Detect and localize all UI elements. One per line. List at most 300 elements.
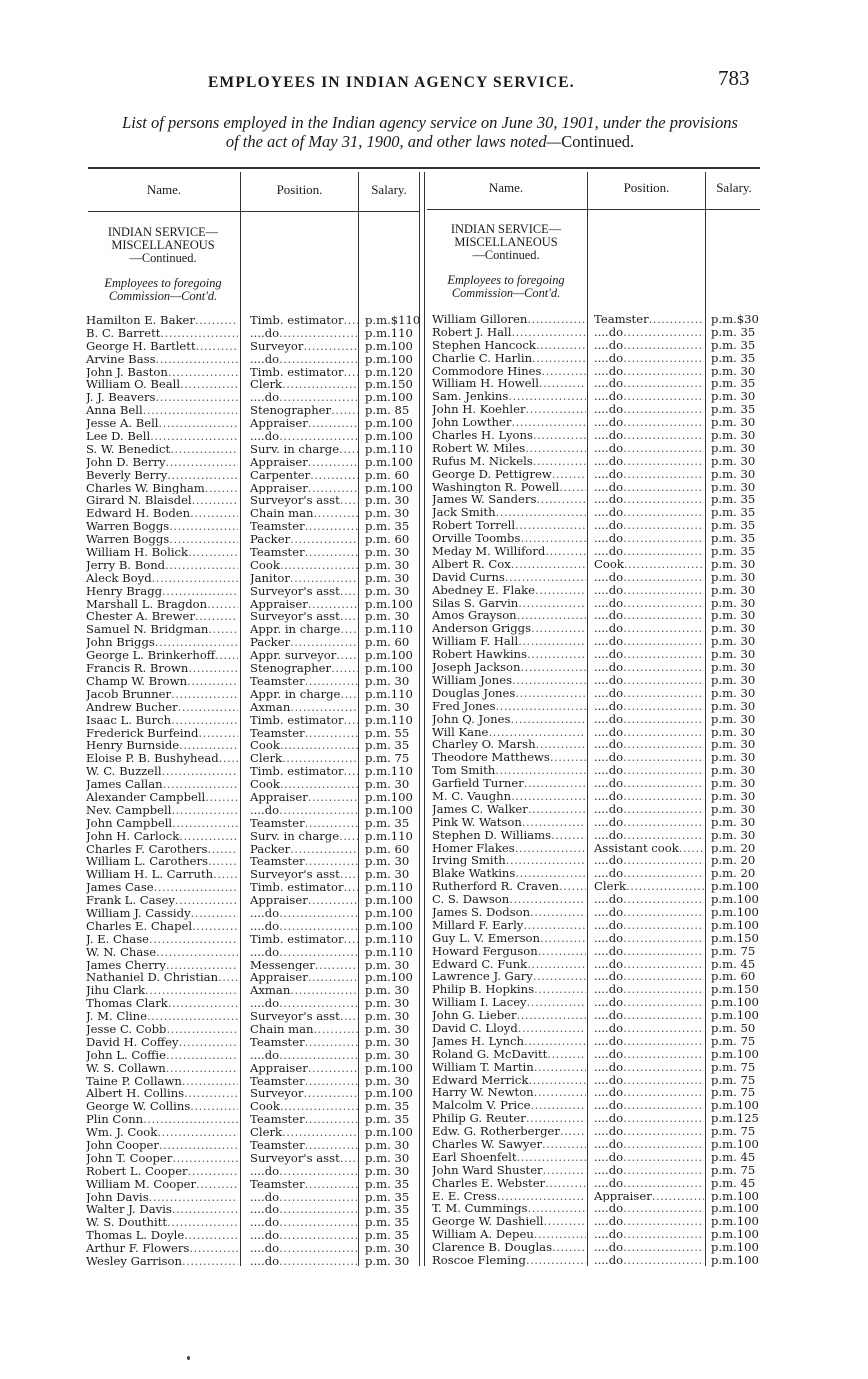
subsection-title-left [88, 277, 238, 303]
employee-row [432, 597, 766, 610]
employee-name: Champ W. Brown ..... [86, 675, 238, 688]
employee-list-right [432, 313, 766, 1267]
employee-row [86, 946, 422, 959]
employee-name: Philip G. Reuter ..... [432, 1112, 586, 1125]
employee-row [432, 842, 766, 855]
employee-position: ....do ..... [594, 571, 704, 584]
employee-salary: p.m.110 [365, 829, 413, 843]
employee-salary: p.m. 30 [711, 416, 756, 430]
employee-row [86, 456, 422, 469]
employee-salary: p.m.100 [365, 906, 413, 920]
employee-salary: p.m. 60 [365, 533, 410, 547]
employee-position: ....do ..... [594, 661, 704, 674]
employee-row [86, 443, 422, 456]
employee-row [432, 1241, 766, 1254]
employee-salary: p.m. 35 [711, 493, 756, 507]
employee-row [86, 1023, 422, 1036]
employee-name: Samuel N. Bridgman ..... [86, 623, 238, 636]
employee-name: Sam. Jenkins ..... [432, 390, 586, 403]
employee-row [432, 867, 766, 880]
employee-row [432, 1202, 766, 1215]
employee-name: John J. Baston ..... [86, 366, 238, 379]
employee-position: Teamster ..... [250, 855, 358, 868]
employee-salary: p.m.100 [711, 996, 759, 1010]
employee-position: ....do ..... [594, 1048, 704, 1061]
employee-name: Thomas Clark ..... [86, 997, 238, 1010]
employee-name: Tom Smith ..... [432, 764, 586, 777]
employee-name: John G. Lieber ..... [432, 1009, 586, 1022]
employee-position: ....do ..... [594, 339, 704, 352]
employee-row [432, 1177, 766, 1190]
employee-position: Appraiser ..... [250, 417, 358, 430]
employee-position: ....do ..... [250, 920, 358, 933]
employee-row [86, 1152, 422, 1165]
employee-name: Guy L. V. Emerson ..... [432, 932, 586, 945]
employee-row [86, 1229, 422, 1242]
employee-position: ....do ..... [250, 353, 358, 366]
employee-row [432, 945, 766, 958]
employee-position: Timb. estimator ..... [250, 714, 358, 727]
employee-name: Wesley Garrison ..... [86, 1255, 238, 1268]
employee-row [86, 971, 422, 984]
employee-row [86, 572, 422, 585]
employee-position: ....do ..... [250, 997, 358, 1010]
employee-row [432, 932, 766, 945]
employee-position: Clerk ..... [594, 880, 704, 893]
employee-name: Lee D. Bell ..... [86, 430, 238, 443]
employee-row [86, 1087, 422, 1100]
employee-row [86, 520, 422, 533]
employee-salary: p.m.110 [365, 932, 413, 946]
employee-salary: p.m.100 [365, 790, 413, 804]
employee-position: ....do ..... [594, 1086, 704, 1099]
employee-row [86, 1139, 422, 1152]
employee-name: B. C. Barrett ..... [86, 327, 238, 340]
employee-salary: p.m.125 [711, 1112, 759, 1126]
employee-position: ....do ..... [594, 403, 704, 416]
employee-salary: p.m.100 [365, 649, 413, 663]
employee-salary: p.m.100 [711, 1228, 759, 1242]
employee-row [432, 1125, 766, 1138]
employee-position: Cook ..... [250, 559, 358, 572]
employee-position: ....do ..... [594, 777, 704, 790]
employee-salary: p.m. 30 [711, 738, 756, 752]
employee-salary: p.m. 30 [365, 558, 410, 572]
employee-position: Packer ..... [250, 843, 358, 856]
employee-position: Appraiser ..... [250, 456, 358, 469]
employee-position: Timb. estimator ..... [250, 314, 358, 327]
employee-position: Teamster ..... [250, 1178, 358, 1191]
employee-name: Francis R. Brown ..... [86, 662, 238, 675]
employee-salary: p.m. 30 [711, 390, 756, 404]
employee-position: Clerk ..... [250, 1126, 358, 1139]
employee-position: Teamster ..... [250, 727, 358, 740]
employee-name: Fred Jones ..... [432, 700, 586, 713]
employee-row [432, 326, 766, 339]
employee-name: John D. Berry ..... [86, 456, 238, 469]
employee-name: William F. Hall ..... [432, 635, 586, 648]
employee-position: ....do ..... [594, 597, 704, 610]
employee-name: Warren Boggs ..... [86, 520, 238, 533]
employee-name: Washington R. Powell ..... [432, 481, 586, 494]
employee-position: ....do ..... [594, 738, 704, 751]
employee-row [86, 997, 422, 1010]
caption-continued: Continued. [561, 132, 635, 151]
section-line: INDIAN SERVICE— [450, 222, 562, 236]
employee-name: Arthur F. Flowers ..... [86, 1242, 238, 1255]
employee-row [432, 532, 766, 545]
employee-name: James S. Dodson ..... [432, 906, 586, 919]
employee-name: James H. Lynch ..... [432, 1035, 586, 1048]
employee-row [86, 623, 422, 636]
employee-name: Earl Shoenfelt ..... [432, 1151, 586, 1164]
employee-position: ....do ..... [594, 1241, 704, 1254]
employee-salary: p.m.100 [365, 391, 413, 405]
employee-salary: p.m. 30 [365, 1255, 410, 1268]
employee-name: William T. Martin ..... [432, 1061, 586, 1074]
employee-salary: p.m.150 [365, 378, 413, 392]
employee-salary: p.m. 30 [365, 1242, 410, 1256]
employee-name: David C. Lloyd ..... [432, 1022, 586, 1035]
employee-row [432, 1254, 766, 1267]
employee-name: John Lowther ..... [432, 416, 586, 429]
employee-name: W. N. Chase ..... [86, 946, 238, 959]
employee-salary: p.m. 30 [711, 789, 756, 803]
employee-salary: p.m. 20 [711, 841, 756, 855]
section-line: MISCELLANEOUS [454, 235, 558, 249]
employee-position: ....do ..... [594, 906, 704, 919]
employee-name: William I. Lacey ..... [432, 996, 586, 1009]
employee-row [86, 469, 422, 482]
employee-name: W. C. Buzzell ..... [86, 765, 238, 778]
employee-row [86, 920, 422, 933]
employee-row [86, 1178, 422, 1191]
employee-position: Surveyor's asst ..... [250, 1010, 358, 1023]
employee-name: Nathaniel D. Christian ..... [86, 971, 238, 984]
employee-name: James W. Sanders ..... [432, 493, 586, 506]
employee-row [86, 855, 422, 868]
employee-salary: p.m.100 [365, 971, 413, 985]
employee-position: ....do ..... [594, 829, 704, 842]
employee-salary: p.m. 30 [365, 997, 410, 1011]
employee-salary: p.m. 30 [711, 557, 756, 571]
employee-row [432, 700, 766, 713]
employee-name: Philip B. Hopkins ..... [432, 983, 586, 996]
employee-row [86, 533, 422, 546]
employee-position: Teamster ..... [250, 1075, 358, 1088]
employee-name: Arvine Bass ..... [86, 353, 238, 366]
employee-salary: p.m. 30 [711, 712, 756, 726]
employee-name: Robert L. Cooper ..... [86, 1165, 238, 1178]
employee-name: Frederick Burfeind ..... [86, 727, 238, 740]
employee-position: Surv. in charge ..... [250, 443, 358, 456]
employee-row [86, 417, 422, 430]
employee-salary: p.m.100 [711, 918, 759, 932]
employee-position: ....do ..... [594, 519, 704, 532]
employee-row [86, 1010, 422, 1023]
employee-row [86, 1126, 422, 1139]
employee-row [86, 881, 422, 894]
employee-row [432, 1074, 766, 1087]
employee-name: Orville Toombs ..... [432, 532, 586, 545]
col-header-name: Name. [488, 180, 524, 195]
employee-salary: p.m. 30 [365, 584, 410, 598]
employee-salary: p.m. 30 [711, 815, 756, 829]
employee-salary: p.m. 30 [365, 1022, 410, 1036]
section-title-left [88, 226, 238, 265]
employee-salary: p.m. 30 [711, 609, 756, 623]
subsection-line: Commission—Cont'd. [451, 286, 561, 300]
employee-position: Appraiser ..... [250, 791, 358, 804]
employee-position: Packer ..... [250, 636, 358, 649]
header-bottom-rule-left [88, 211, 419, 212]
employee-position: Messenger ..... [250, 959, 358, 972]
subsection-title-right [426, 274, 586, 300]
employee-row [86, 598, 422, 611]
employee-position: ....do ..... [594, 352, 704, 365]
employee-salary: p.m. 35 [365, 1229, 410, 1243]
employee-row [86, 366, 422, 379]
employee-salary: p.m.110 [365, 623, 413, 637]
employee-position: Surveyor's asst ..... [250, 610, 358, 623]
page-number: 783 [718, 66, 750, 90]
employee-position: Cook ..... [594, 558, 704, 571]
employee-name: Howard Ferguson ..... [432, 945, 586, 958]
employee-position: ....do ..... [594, 854, 704, 867]
employee-name: Edward Merrick ..... [432, 1074, 586, 1087]
employee-name: John Cooper ..... [86, 1139, 238, 1152]
employee-salary: p.m. 35 [711, 532, 756, 546]
employee-row [432, 726, 766, 739]
employee-name: Girard N. Blaisdel ..... [86, 494, 238, 507]
employee-row [432, 1061, 766, 1074]
employee-position: ....do ..... [594, 726, 704, 739]
employee-name: William L. Carothers ..... [86, 855, 238, 868]
employee-salary: p.m. 35 [365, 816, 410, 830]
employee-name: Millard F. Early ..... [432, 919, 586, 932]
employee-salary: p.m. 35 [365, 1203, 410, 1217]
employee-name: J. E. Chase ..... [86, 933, 238, 946]
employee-position: Assistant cook ..... [594, 842, 704, 855]
employee-salary: p.m.100 [711, 1189, 759, 1203]
employee-position: Clerk ..... [250, 752, 358, 765]
employee-row [86, 340, 422, 353]
employee-salary: p.m. 30 [365, 674, 410, 688]
employee-row [432, 481, 766, 494]
employee-salary: p.m.100 [711, 1138, 759, 1151]
employee-row [432, 674, 766, 687]
employee-salary: p.m. 35 [711, 351, 756, 365]
employee-row [86, 482, 422, 495]
employee-name: James Case ..... [86, 881, 238, 894]
employee-name: Clarence B. Douglas ..... [432, 1241, 586, 1254]
employee-salary: p.m. 55 [365, 726, 410, 740]
employee-row [432, 713, 766, 726]
employee-salary: p.m.100 [365, 662, 413, 675]
employee-position: Stenographer ..... [250, 662, 358, 675]
employee-position: ....do ..... [250, 1203, 358, 1216]
employee-row [432, 352, 766, 365]
employee-position: ....do ..... [594, 867, 704, 880]
subsection-line: Commission—Cont'd. [108, 289, 218, 303]
employee-position: ....do ..... [594, 983, 704, 996]
employee-row [432, 648, 766, 661]
employee-position: Teamster ..... [250, 546, 358, 559]
employee-name: J. J. Beavers ..... [86, 391, 238, 404]
employee-position: ....do ..... [250, 430, 358, 443]
employee-salary: p.m. 30 [711, 686, 756, 700]
employee-name: Henry Bragg ..... [86, 585, 238, 598]
caption-line-2-text: of the act of May 31, 1900, and other laws noted— [225, 132, 562, 151]
employee-salary: p.m.100 [365, 1087, 413, 1101]
subsection-line: Employees to foregoing [104, 276, 222, 290]
employee-name: Meday M. Williford ..... [432, 545, 586, 558]
employee-name: William Gilloren ..... [432, 313, 586, 326]
employee-salary: p.m. 30 [365, 1010, 410, 1023]
employee-position: ....do ..... [594, 996, 704, 1009]
employee-position: Stenographer ..... [250, 404, 358, 417]
employee-position: ....do ..... [594, 790, 704, 803]
employee-row [86, 1191, 422, 1204]
employee-row [86, 1062, 422, 1075]
employee-row [86, 804, 422, 817]
employee-position: Appraiser ..... [250, 598, 358, 611]
employee-position: ....do ..... [250, 1255, 358, 1268]
employee-salary: p.m.100 [365, 417, 413, 431]
employee-name: George D. Pettigrew ..... [432, 468, 586, 481]
employee-row [86, 1049, 422, 1062]
employee-position: Teamster ..... [250, 817, 358, 830]
employee-salary: p.m. 35 [711, 338, 756, 352]
employee-name: Alexander Campbell ..... [86, 791, 238, 804]
employee-salary: p.m. 75 [711, 1163, 756, 1177]
employee-salary: p.m. 30 [711, 480, 756, 494]
employee-salary: p.m. 30 [365, 610, 410, 624]
employee-row [432, 1048, 766, 1061]
employee-name: Chester A. Brewer ..... [86, 610, 238, 623]
employee-name: George W. Dashiell ..... [432, 1215, 586, 1228]
employee-row [432, 1086, 766, 1099]
employee-name: Charles W. Bingham ..... [86, 482, 238, 495]
employee-salary: p.m. 30 [365, 1074, 410, 1088]
employee-salary: p.m. 35 [711, 545, 756, 558]
employee-position: ....do ..... [594, 1228, 704, 1241]
employee-salary: p.m.110 [365, 881, 413, 895]
employee-name: Edw. G. Rotherberger ..... [432, 1125, 586, 1138]
employee-salary: p.m.100 [365, 352, 413, 366]
employee-row [432, 313, 766, 326]
employee-name: Roland G. McDavitt ..... [432, 1048, 586, 1061]
employee-salary: p.m. 30 [711, 699, 756, 713]
employee-salary: p.m. 45 [711, 957, 756, 971]
employee-salary: p.m.100 [365, 430, 413, 443]
employee-row [432, 1228, 766, 1241]
employee-salary: p.m. 30 [711, 751, 756, 765]
employee-salary: p.m.110 [365, 326, 413, 340]
employee-row [86, 894, 422, 907]
employee-salary: p.m. 60 [365, 468, 410, 482]
employee-name: Jesse C. Cobb ..... [86, 1023, 238, 1036]
employee-position: ....do ..... [594, 1254, 704, 1267]
employee-salary: p.m. 45 [711, 1176, 756, 1190]
employee-position: ....do ..... [594, 674, 704, 687]
employee-salary: p.m. 35 [365, 1100, 410, 1114]
employee-salary: p.m. 30 [711, 673, 756, 687]
employee-row [86, 649, 422, 662]
employee-name: James C. Walker ..... [432, 803, 586, 816]
employee-salary: p.m. 30 [365, 855, 410, 869]
employee-salary: p.m. 75 [711, 1125, 756, 1139]
employee-row [432, 764, 766, 777]
employee-row [86, 984, 422, 997]
employee-salary: p.m. 60 [365, 842, 410, 856]
employee-row [86, 378, 422, 391]
employee-position: Surveyor's asst ..... [250, 494, 358, 507]
employee-row [432, 1151, 766, 1164]
employee-salary: p.m.100 [711, 905, 759, 919]
employee-position: Appraiser ..... [250, 894, 358, 907]
employee-name: Charlie C. Harlin ..... [432, 352, 586, 365]
employee-position: ....do ..... [250, 1216, 358, 1229]
employee-name: E. E. Cress ..... [432, 1190, 586, 1203]
employee-position: Appr. surveyor ..... [250, 649, 358, 662]
employee-row [86, 830, 422, 843]
employee-row [86, 636, 422, 649]
employee-name: Anna Bell ..... [86, 404, 238, 417]
employee-row [432, 622, 766, 635]
employee-row [432, 635, 766, 648]
employee-salary: p.m.100 [365, 339, 413, 353]
employee-row [432, 339, 766, 352]
employee-row [432, 738, 766, 751]
employee-name: William H. L. Carruth ..... [86, 868, 238, 881]
employee-row [432, 558, 766, 571]
employee-salary: p.m. 30 [365, 507, 410, 521]
employee-name: Lawrence J. Gary ..... [432, 970, 586, 983]
employee-salary: p.m. 30 [365, 778, 410, 791]
employee-name: James Callan ..... [86, 778, 238, 791]
employee-salary: p.m.100 [365, 919, 413, 933]
employee-name: John L. Coffie ..... [86, 1049, 238, 1062]
employee-name: Pink W. Watson ..... [432, 816, 586, 829]
employee-row [86, 907, 422, 920]
employee-salary: p.m.100 [711, 1047, 759, 1061]
employee-position: ....do ..... [594, 442, 704, 455]
employee-position: ....do ..... [594, 532, 704, 545]
employee-row [432, 1009, 766, 1022]
employee-salary: p.m. 35 [365, 739, 410, 753]
employee-row [86, 507, 422, 520]
employee-row [86, 494, 422, 507]
employee-name: Albert R. Cox ..... [432, 558, 586, 571]
employee-name: William Jones ..... [432, 674, 586, 687]
employee-row [432, 365, 766, 378]
employee-row [432, 893, 766, 906]
employee-row [86, 701, 422, 714]
employee-salary: p.m. 75 [365, 752, 410, 766]
employee-salary: p.m. 30 [365, 546, 410, 559]
employee-row [86, 391, 422, 404]
employee-salary: p.m. 30 [365, 1164, 410, 1178]
employee-name: John H. Carlock ..... [86, 830, 238, 843]
employee-position: ....do ..... [594, 932, 704, 945]
employee-position: Teamster ..... [250, 520, 358, 533]
employee-row [86, 1113, 422, 1126]
employee-row [432, 416, 766, 429]
employee-position: ....do ..... [594, 365, 704, 378]
employee-row [86, 868, 422, 881]
employee-position: ....do ..... [594, 687, 704, 700]
